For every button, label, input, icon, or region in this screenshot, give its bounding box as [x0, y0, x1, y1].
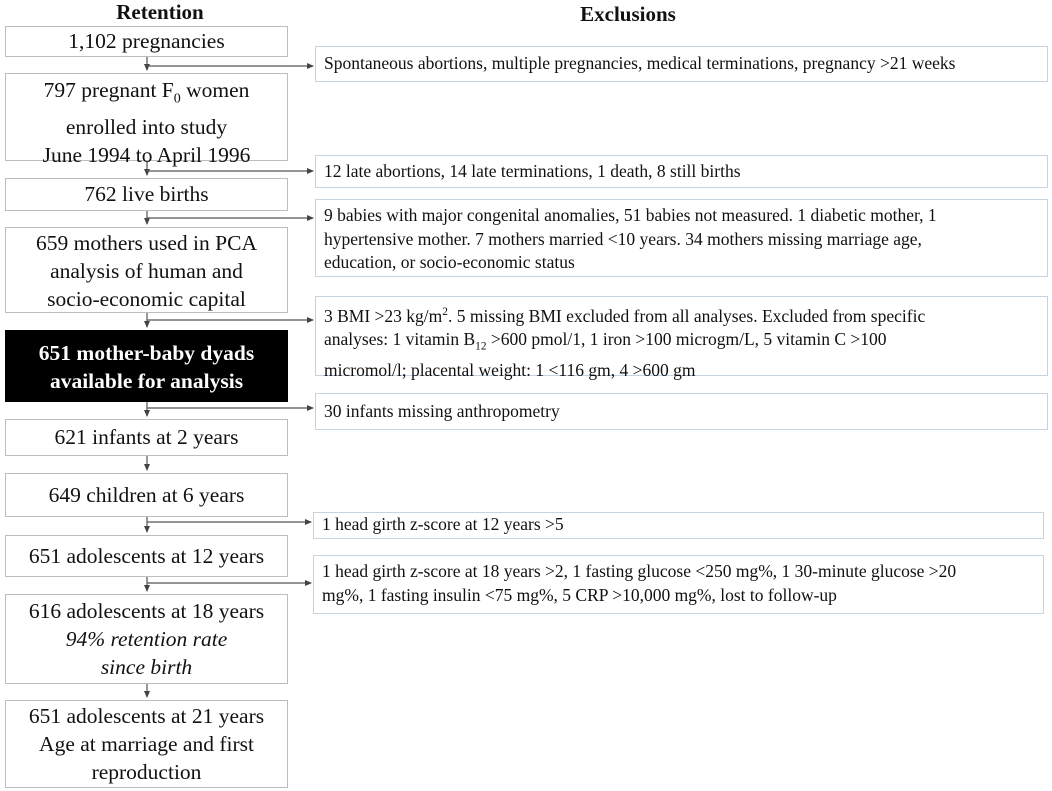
retention-line: since birth: [100, 655, 193, 679]
exclusion-line: 1 head girth z-score at 12 years >5: [322, 514, 564, 534]
retention-box-2-years: [5, 419, 288, 456]
retention-line: 762 live births: [84, 182, 209, 206]
exclusion-line: education, or socio-economic status: [324, 252, 575, 272]
retention-line: 797 pregnant $F_0$ women: [43, 78, 250, 107]
retention-line: 649 children at 6 years: [48, 483, 245, 507]
exclusion-line: 12 late abortions, 14 late terminations, 1 death, 8 still births: [324, 161, 741, 181]
exclusions-heading: Exclusions: [580, 2, 676, 26]
retention-box-21-years: [5, 700, 288, 788]
retention-line: analysis of human and: [50, 259, 243, 283]
retention-line: June 1994 to April 1996: [42, 143, 251, 168]
retention-box-12-years: [5, 535, 288, 577]
retention-box-live-births: [5, 178, 288, 211]
exclusion-line: hypertensive mother. 7 mothers married <10 years. 34 mothers missing marriage age,: [324, 228, 922, 249]
retention-line: 651 adolescents at 12 years: [28, 544, 265, 568]
exclusion-line: analyses: 1 vitamin $B_{12} >600$ pmol/1, 1 iron >100 microgm/L, 5 vitamin C >100: [324, 329, 887, 353]
retention-box-18-years: [5, 594, 288, 684]
retention-line: enrolled into study: [65, 115, 228, 140]
retention-line: 621 infants at 2 years: [54, 425, 239, 449]
retention-line: 616 adolescents at 18 years: [28, 599, 265, 623]
retention-box-analysis-dyads: [5, 330, 288, 402]
exclusion-box-12-years: [313, 512, 1044, 539]
retention-box-6-years: [5, 473, 288, 517]
retention-line: socio-economic capital: [47, 287, 246, 311]
exclusion-box-18-years: [313, 555, 1044, 614]
retention-heading: Retention: [116, 0, 204, 24]
retention-line: Age at marriage and first: [39, 732, 254, 756]
exclusion-box-anthropometry: [315, 393, 1048, 430]
retention-box-enrolled: [5, 73, 288, 168]
retention-line: reproduction: [91, 760, 202, 784]
retention-box-pregnancies: [5, 26, 288, 57]
retention-line: 94% retention rate: [65, 627, 228, 651]
exclusion-box-pregnancy: [315, 46, 1048, 82]
exclusion-line: 30 infants missing anthropometry: [324, 401, 560, 421]
exclusion-line: 1 head girth z-score at 18 years >2, 1 fasting glucose <250 mg%, 1 30-minute glucose >20: [322, 561, 957, 581]
exclusion-line: 3 BMI >23 $kg/m^2$. 5 missing BMI excluded from all analyses. Excluded from specific: [324, 305, 926, 326]
retention-line: 1,102 pregnancies: [68, 29, 225, 53]
exclusion-box-bmi-nutrients: [315, 296, 1048, 381]
retention-line: 651 mother-baby dyads: [38, 341, 255, 365]
exclusion-box-mothers: [315, 199, 1048, 277]
retention-line: 651 adolescents at 21 years: [28, 704, 265, 728]
exclusion-line: 9 babies with major congenital anomalies, 51 babies not measured. 1 diabetic mother, 1: [324, 205, 937, 225]
exclusion-line: Spontaneous abortions, multiple pregnancies, medical terminations, pregnancy >21 weeks: [324, 53, 956, 73]
retention-line: 659 mothers used in PCA: [36, 231, 257, 255]
retention-line: available for analysis: [49, 369, 244, 393]
exclusion-box-births: [315, 155, 1048, 188]
retention-box-pca-mothers: [5, 227, 288, 313]
exclusion-line: micromol/l; placental weight: 1 <116 gm, 4 >600 gm: [324, 360, 696, 381]
exclusion-line: mg%, 1 fasting insulin <75 mg%, 5 CRP >10,000 mg%, lost to follow-up: [322, 584, 837, 605]
